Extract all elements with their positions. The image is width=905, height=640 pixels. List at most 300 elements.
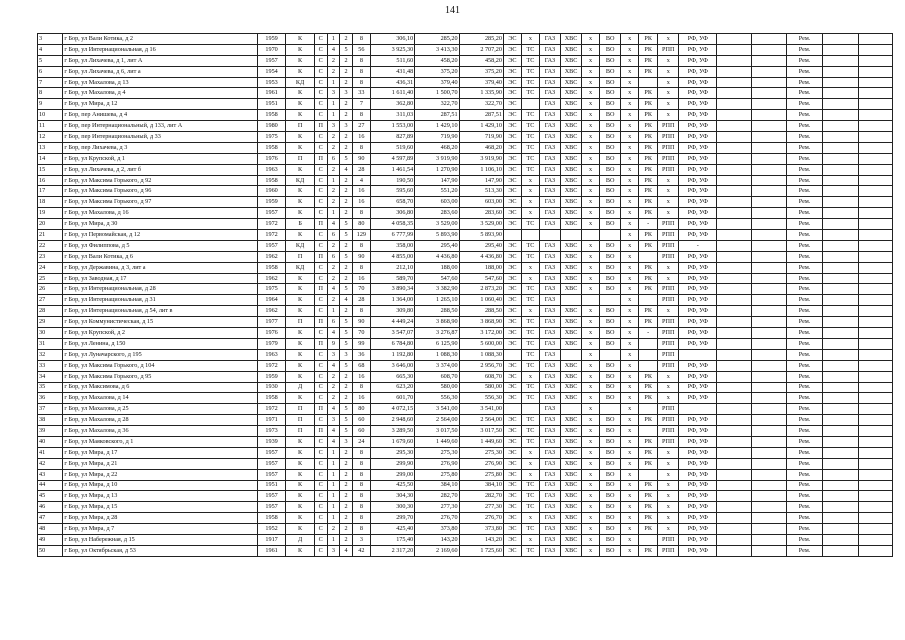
cell-hot-water: х — [582, 360, 600, 371]
cell-facade-repair — [679, 404, 717, 415]
cell-col-22 — [717, 44, 752, 55]
cell-row-number: 44 — [38, 480, 63, 491]
cell-wall-material: К — [286, 110, 315, 121]
cell-roof-repair: РК — [639, 502, 658, 513]
cell-col-22 — [717, 132, 752, 143]
cell-hot-water: х — [582, 262, 600, 273]
cell-wall-material: К — [286, 513, 315, 524]
cell-heating: ТС — [521, 502, 539, 513]
cell-col-23 — [752, 142, 787, 153]
cell-facade-repair: РФ, УФ — [679, 284, 717, 295]
cell-address: г Бор, ул Максима Горького, д 104 — [63, 360, 257, 371]
cell-drainage: ВО — [600, 469, 621, 480]
cell-wall-material: П — [286, 426, 315, 437]
cell-row-number: 49 — [38, 534, 63, 545]
cell-col-26 — [858, 436, 892, 447]
cell-gas: ГАЗ — [539, 415, 560, 426]
cell-roof-repair: РК — [639, 142, 658, 153]
cell-entrances: 2 — [327, 393, 340, 404]
table-row — [38, 393, 893, 404]
cell-address: г Бор, ул Мира, д 10 — [63, 480, 257, 491]
cell-col-26 — [858, 480, 892, 491]
cell-build-year: 1976 — [257, 153, 286, 164]
cell-row-number: 12 — [38, 132, 63, 143]
cell-repair-type: Рем. — [787, 251, 823, 262]
cell-col-26 — [858, 44, 892, 55]
cell-floors: 5 — [340, 317, 353, 328]
cell-wall-material: П — [286, 404, 315, 415]
cell-col-22 — [717, 99, 752, 110]
cell-electricity: ЭС — [503, 55, 521, 66]
cell-hot-water: х — [582, 371, 600, 382]
table-row — [38, 251, 893, 262]
cell-elevator-repair: х — [658, 34, 679, 45]
cell-col-25 — [823, 404, 859, 415]
cell-wall-material: К — [286, 502, 315, 513]
cell-wall-material: К — [286, 273, 315, 284]
cell-total-area: 4 449,24 — [370, 317, 414, 328]
cell-cold-water: ХВС — [561, 545, 582, 556]
cell-floors: 2 — [340, 175, 353, 186]
cell-gas: ГАЗ — [539, 480, 560, 491]
cell-living-area: 1 088,30 — [415, 349, 459, 360]
cell-drainage: ВО — [600, 545, 621, 556]
cell-repair-type: Рем. — [787, 436, 823, 447]
cell-heating: ТС — [521, 393, 539, 404]
cell-apartments: 8 — [352, 382, 370, 393]
cell-wall-material: П — [286, 317, 315, 328]
cell-gas: ГАЗ — [539, 284, 560, 295]
cell-elevator-repair: х — [658, 306, 679, 317]
cell-build-year: 1972 — [257, 230, 286, 241]
cell-entrances: 2 — [327, 382, 340, 393]
cell-repair-type: Рем. — [787, 208, 823, 219]
cell-electricity — [503, 230, 521, 241]
cell-drainage: ВО — [600, 426, 621, 437]
cell-floor-material: С — [314, 142, 327, 153]
cell-drainage — [600, 295, 621, 306]
cell-heating: ТС — [521, 360, 539, 371]
cell-elevator-repair: РПП — [658, 360, 679, 371]
cell-gas: ГАЗ — [539, 99, 560, 110]
cell-col-23 — [752, 208, 787, 219]
cell-cold-water: ХВС — [561, 142, 582, 153]
cell-total-area: 601,70 — [370, 393, 414, 404]
cell-residential-area: 580,00 — [459, 382, 503, 393]
housing-registry-table — [37, 33, 893, 557]
cell-apartments: 33 — [352, 88, 370, 99]
cell-living-area: 282,70 — [415, 491, 459, 502]
cell-electricity: ЭС — [503, 99, 521, 110]
table-row — [38, 458, 893, 469]
cell-living-area: 3 868,90 — [415, 317, 459, 328]
cell-hot-water — [582, 230, 600, 241]
cell-residential-area: 3 919,90 — [459, 153, 503, 164]
cell-drainage: ВО — [600, 66, 621, 77]
cell-floor-material: С — [314, 186, 327, 197]
cell-col-22 — [717, 349, 752, 360]
cell-col-22 — [717, 88, 752, 99]
cell-floors: 5 — [340, 426, 353, 437]
cell-col-22 — [717, 273, 752, 284]
cell-apartments: 8 — [352, 34, 370, 45]
cell-col-23 — [752, 295, 787, 306]
cell-facade-repair: РФ, УФ — [679, 360, 717, 371]
cell-col-23 — [752, 164, 787, 175]
cell-entrances: 6 — [327, 153, 340, 164]
cell-build-year: 1972 — [257, 360, 286, 371]
cell-wall-material: К — [286, 328, 315, 339]
cell-electricity: ЭС — [503, 469, 521, 480]
cell-col-25 — [823, 393, 859, 404]
cell-col-25 — [823, 349, 859, 360]
cell-total-area: 658,70 — [370, 197, 414, 208]
cell-floor-material: П — [314, 219, 327, 230]
cell-build-year: 1957 — [257, 491, 286, 502]
cell-repair-type: Рем. — [787, 99, 823, 110]
cell-floor-material: П — [314, 284, 327, 295]
cell-address: г Бор, ул Заводная, д 17 — [63, 273, 257, 284]
cell-chute: х — [621, 524, 639, 535]
table-row — [38, 186, 893, 197]
table-row — [38, 524, 893, 535]
cell-gas: ГАЗ — [539, 44, 560, 55]
cell-floor-material: С — [314, 99, 327, 110]
cell-hot-water: х — [582, 110, 600, 121]
cell-chute: х — [621, 295, 639, 306]
cell-facade-repair: РФ, УФ — [679, 306, 717, 317]
table-row — [38, 110, 893, 121]
cell-gas: ГАЗ — [539, 338, 560, 349]
cell-apartments: 80 — [352, 219, 370, 230]
cell-floors: 2 — [340, 99, 353, 110]
cell-living-area: 322,70 — [415, 99, 459, 110]
cell-roof-repair: РК — [639, 545, 658, 556]
cell-floor-material: С — [314, 164, 327, 175]
cell-drainage: ВО — [600, 338, 621, 349]
cell-address: г Бор, ул Максима Горького, д 95 — [63, 371, 257, 382]
cell-row-number: 30 — [38, 328, 63, 339]
cell-drainage: ВО — [600, 447, 621, 458]
cell-hot-water: х — [582, 44, 600, 55]
cell-floor-material: П — [314, 338, 327, 349]
cell-facade-repair: РФ, УФ — [679, 208, 717, 219]
cell-chute: х — [621, 502, 639, 513]
cell-repair-type: Рем. — [787, 458, 823, 469]
cell-drainage: ВО — [600, 284, 621, 295]
cell-roof-repair: РК — [639, 273, 658, 284]
cell-electricity: ЭС — [503, 273, 521, 284]
cell-facade-repair: РФ, УФ — [679, 153, 717, 164]
cell-col-23 — [752, 502, 787, 513]
cell-address: г Бор, ул Лихачева, д 6, лит а — [63, 66, 257, 77]
cell-col-25 — [823, 153, 859, 164]
cell-electricity: ЭС — [503, 77, 521, 88]
cell-entrances: 3 — [327, 545, 340, 556]
cell-hot-water: х — [582, 480, 600, 491]
cell-col-25 — [823, 513, 859, 524]
cell-residential-area: 3 172,00 — [459, 328, 503, 339]
cell-roof-repair: РК — [639, 186, 658, 197]
cell-apartments: 70 — [352, 328, 370, 339]
cell-col-25 — [823, 99, 859, 110]
cell-elevator-repair: РПП — [658, 349, 679, 360]
cell-living-area: 275,80 — [415, 469, 459, 480]
cell-facade-repair: РФ, УФ — [679, 524, 717, 535]
cell-total-area: 6 784,80 — [370, 338, 414, 349]
cell-row-number: 25 — [38, 273, 63, 284]
cell-apartments: 8 — [352, 208, 370, 219]
cell-facade-repair: РФ, УФ — [679, 99, 717, 110]
cell-hot-water: х — [582, 132, 600, 143]
cell-gas: ГАЗ — [539, 273, 560, 284]
cell-apartments: 16 — [352, 197, 370, 208]
cell-living-area: 1 500,70 — [415, 88, 459, 99]
cell-facade-repair: РФ, УФ — [679, 142, 717, 153]
cell-floor-material: С — [314, 132, 327, 143]
cell-total-area: 1 364,00 — [370, 295, 414, 306]
cell-hot-water: х — [582, 393, 600, 404]
table-row — [38, 121, 893, 132]
cell-col-23 — [752, 524, 787, 535]
cell-facade-repair: РФ, УФ — [679, 317, 717, 328]
cell-chute: х — [621, 491, 639, 502]
cell-total-area: 3 646,00 — [370, 360, 414, 371]
cell-repair-type: Рем. — [787, 469, 823, 480]
cell-apartments: 7 — [352, 99, 370, 110]
cell-cold-water: ХВС — [561, 77, 582, 88]
cell-residential-area: 143,20 — [459, 534, 503, 545]
cell-elevator-repair: х — [658, 393, 679, 404]
cell-cold-water: ХВС — [561, 524, 582, 535]
cell-hot-water: х — [582, 382, 600, 393]
cell-electricity: ЭС — [503, 480, 521, 491]
cell-chute: х — [621, 88, 639, 99]
cell-entrances: 3 — [327, 415, 340, 426]
cell-elevator-repair: РПП — [658, 284, 679, 295]
cell-wall-material: К — [286, 34, 315, 45]
cell-floors: 2 — [340, 491, 353, 502]
cell-address: г Бор, ул Ленина, д 150 — [63, 338, 257, 349]
cell-floors: 5 — [340, 415, 353, 426]
cell-entrances: 2 — [327, 164, 340, 175]
cell-build-year: 1977 — [257, 317, 286, 328]
cell-living-area: 468,20 — [415, 142, 459, 153]
cell-living-area: 603,00 — [415, 197, 459, 208]
cell-heating: ТС — [521, 382, 539, 393]
cell-total-area: 311,03 — [370, 110, 414, 121]
cell-col-22 — [717, 469, 752, 480]
cell-build-year: 1951 — [257, 99, 286, 110]
cell-row-number: 50 — [38, 545, 63, 556]
cell-chute: х — [621, 251, 639, 262]
cell-chute: х — [621, 110, 639, 121]
cell-floors: 2 — [340, 502, 353, 513]
cell-residential-area: 513,30 — [459, 186, 503, 197]
cell-entrances: 1 — [327, 208, 340, 219]
cell-floors: 2 — [340, 458, 353, 469]
cell-hot-water: х — [582, 121, 600, 132]
cell-address: г Бор, ул Интернациональная, д 16 — [63, 44, 257, 55]
cell-electricity: ЭС — [503, 534, 521, 545]
cell-wall-material: К — [286, 295, 315, 306]
cell-floor-material: С — [314, 66, 327, 77]
cell-heating: х — [521, 273, 539, 284]
cell-floor-material: П — [314, 317, 327, 328]
cell-build-year: 1952 — [257, 524, 286, 535]
cell-floor-material: С — [314, 393, 327, 404]
cell-facade-repair — [679, 349, 717, 360]
cell-living-area: 3 276,87 — [415, 328, 459, 339]
cell-chute: х — [621, 317, 639, 328]
cell-apartments: 16 — [352, 371, 370, 382]
cell-floor-material: С — [314, 175, 327, 186]
cell-gas: ГАЗ — [539, 502, 560, 513]
cell-chute: х — [621, 219, 639, 230]
cell-build-year: 1964 — [257, 295, 286, 306]
cell-row-number: 24 — [38, 262, 63, 273]
cell-entrances: 4 — [327, 328, 340, 339]
cell-living-area: 375,20 — [415, 66, 459, 77]
cell-col-22 — [717, 524, 752, 535]
cell-repair-type: Рем. — [787, 382, 823, 393]
cell-residential-area: 1 088,30 — [459, 349, 503, 360]
cell-residential-area: 4 436,80 — [459, 251, 503, 262]
cell-col-25 — [823, 186, 859, 197]
cell-electricity: ЭС — [503, 240, 521, 251]
cell-living-area: 5 893,90 — [415, 230, 459, 241]
cell-col-23 — [752, 513, 787, 524]
cell-drainage: ВО — [600, 251, 621, 262]
cell-electricity: ЭС — [503, 306, 521, 317]
cell-electricity: ЭС — [503, 262, 521, 273]
cell-facade-repair: РФ, УФ — [679, 328, 717, 339]
cell-drainage: ВО — [600, 208, 621, 219]
cell-col-26 — [858, 513, 892, 524]
cell-repair-type: Рем. — [787, 502, 823, 513]
cell-drainage: ВО — [600, 360, 621, 371]
cell-cold-water: ХВС — [561, 208, 582, 219]
cell-col-22 — [717, 371, 752, 382]
cell-apartments: 8 — [352, 458, 370, 469]
cell-floor-material: С — [314, 480, 327, 491]
cell-col-22 — [717, 230, 752, 241]
cell-floor-material: С — [314, 524, 327, 535]
cell-gas: ГАЗ — [539, 404, 560, 415]
cell-col-26 — [858, 142, 892, 153]
cell-col-23 — [752, 469, 787, 480]
cell-residential-area: 288,50 — [459, 306, 503, 317]
cell-total-area: 299,90 — [370, 458, 414, 469]
cell-col-22 — [717, 491, 752, 502]
cell-chute: х — [621, 164, 639, 175]
cell-drainage: ВО — [600, 219, 621, 230]
cell-col-22 — [717, 480, 752, 491]
cell-wall-material: К — [286, 208, 315, 219]
cell-elevator-repair: х — [658, 371, 679, 382]
cell-wall-material: КД — [286, 175, 315, 186]
cell-address: г Бор, ул Маяковского, д 1 — [63, 436, 257, 447]
cell-electricity: ЭС — [503, 491, 521, 502]
cell-floor-material: С — [314, 360, 327, 371]
cell-roof-repair: РК — [639, 44, 658, 55]
cell-heating: ТС — [521, 77, 539, 88]
cell-hot-water: х — [582, 197, 600, 208]
cell-repair-type: Рем. — [787, 186, 823, 197]
cell-drainage: ВО — [600, 34, 621, 45]
cell-repair-type: Рем. — [787, 273, 823, 284]
cell-total-area: 299,00 — [370, 469, 414, 480]
cell-elevator-repair: х — [658, 273, 679, 284]
cell-floor-material: С — [314, 328, 327, 339]
cell-col-26 — [858, 121, 892, 132]
cell-elevator-repair: РПП — [658, 328, 679, 339]
cell-hot-water: х — [582, 273, 600, 284]
cell-roof-repair: РК — [639, 284, 658, 295]
cell-apartments: 90 — [352, 153, 370, 164]
cell-col-23 — [752, 491, 787, 502]
cell-elevator-repair: РПП — [658, 404, 679, 415]
cell-residential-area: 3 529,00 — [459, 219, 503, 230]
cell-address: г Бор, ул Первомайская, д 12 — [63, 230, 257, 241]
cell-residential-area: 5 600,00 — [459, 338, 503, 349]
cell-col-22 — [717, 55, 752, 66]
cell-floors: 5 — [340, 219, 353, 230]
cell-row-number: 40 — [38, 436, 63, 447]
cell-col-26 — [858, 404, 892, 415]
cell-elevator-repair: РПП — [658, 164, 679, 175]
cell-heating: ТС — [521, 524, 539, 535]
cell-hot-water: х — [582, 349, 600, 360]
cell-row-number: 15 — [38, 164, 63, 175]
table-row — [38, 44, 893, 55]
cell-address: г Бор, ул Мира, д 13 — [63, 491, 257, 502]
cell-col-23 — [752, 230, 787, 241]
cell-address: г Бор, ул Максима Горького, д 96 — [63, 186, 257, 197]
cell-heating: х — [521, 371, 539, 382]
cell-build-year: 1960 — [257, 186, 286, 197]
cell-row-number: 18 — [38, 197, 63, 208]
cell-col-26 — [858, 251, 892, 262]
cell-col-26 — [858, 328, 892, 339]
cell-address: г Бор, ул Мира, д 15 — [63, 502, 257, 513]
cell-repair-type: Рем. — [787, 480, 823, 491]
cell-col-22 — [717, 295, 752, 306]
cell-wall-material: К — [286, 360, 315, 371]
cell-col-26 — [858, 491, 892, 502]
cell-col-22 — [717, 306, 752, 317]
table-row — [38, 545, 893, 556]
cell-roof-repair — [639, 534, 658, 545]
cell-floor-material: С — [314, 436, 327, 447]
cell-chute: х — [621, 480, 639, 491]
cell-heating: х — [521, 175, 539, 186]
cell-wall-material: К — [286, 469, 315, 480]
cell-floor-material: С — [314, 77, 327, 88]
cell-build-year: 1959 — [257, 371, 286, 382]
cell-repair-type: Рем. — [787, 230, 823, 241]
table-row — [38, 436, 893, 447]
cell-cold-water: ХВС — [561, 197, 582, 208]
cell-entrances: 1 — [327, 447, 340, 458]
cell-living-area: 1 270,90 — [415, 164, 459, 175]
cell-build-year: 1939 — [257, 436, 286, 447]
cell-living-area: 275,30 — [415, 447, 459, 458]
cell-hot-water: х — [582, 491, 600, 502]
cell-residential-area: 285,20 — [459, 34, 503, 45]
cell-wall-material: Б — [286, 219, 315, 230]
cell-drainage: ВО — [600, 415, 621, 426]
